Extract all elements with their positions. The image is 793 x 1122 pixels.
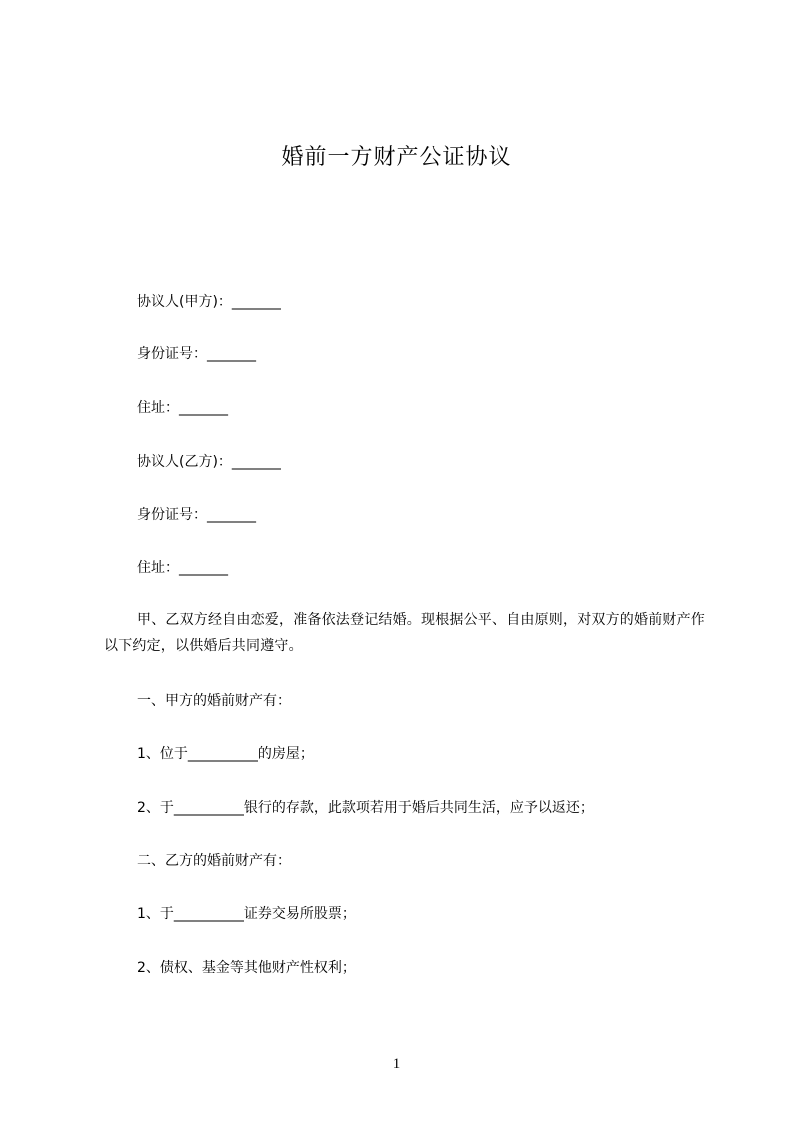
intro-paragraph: 甲、乙双方经自由恋爱，准备依法登记结婚。现根据公平、自由原则，对双方的婚前财产作以下约定，以供婚后共同遵守。 — [104, 612, 705, 654]
section-b-item-1: 1、于__________证券交易所股票； — [137, 906, 356, 922]
party-a-address-line: 住址：_______ — [137, 400, 228, 416]
party-b-address-line: 住址：_______ — [137, 560, 228, 576]
section-a-heading: 一、甲方的婚前财产有： — [137, 693, 291, 709]
party-a-id-line: 身份证号：_______ — [137, 346, 256, 362]
party-a-name-line: 协议人(甲方)：_______ — [137, 294, 281, 310]
section-b-item-2: 2、债权、基金等其他财产性权利； — [137, 960, 356, 976]
section-a-item-2: 2、于__________银行的存款，此款项若用于婚后共同生活，应予以返还； — [137, 800, 594, 816]
page-number: 1 — [392, 1056, 401, 1072]
section-b-heading: 二、乙方的婚前财产有： — [137, 853, 291, 869]
section-a-item-1: 1、位于__________的房屋； — [137, 746, 314, 762]
party-b-name-line: 协议人(乙方)：_______ — [137, 454, 281, 470]
party-b-id-line: 身份证号：_______ — [137, 507, 256, 523]
document-title: 婚前一方财产公证协议 — [281, 145, 512, 170]
